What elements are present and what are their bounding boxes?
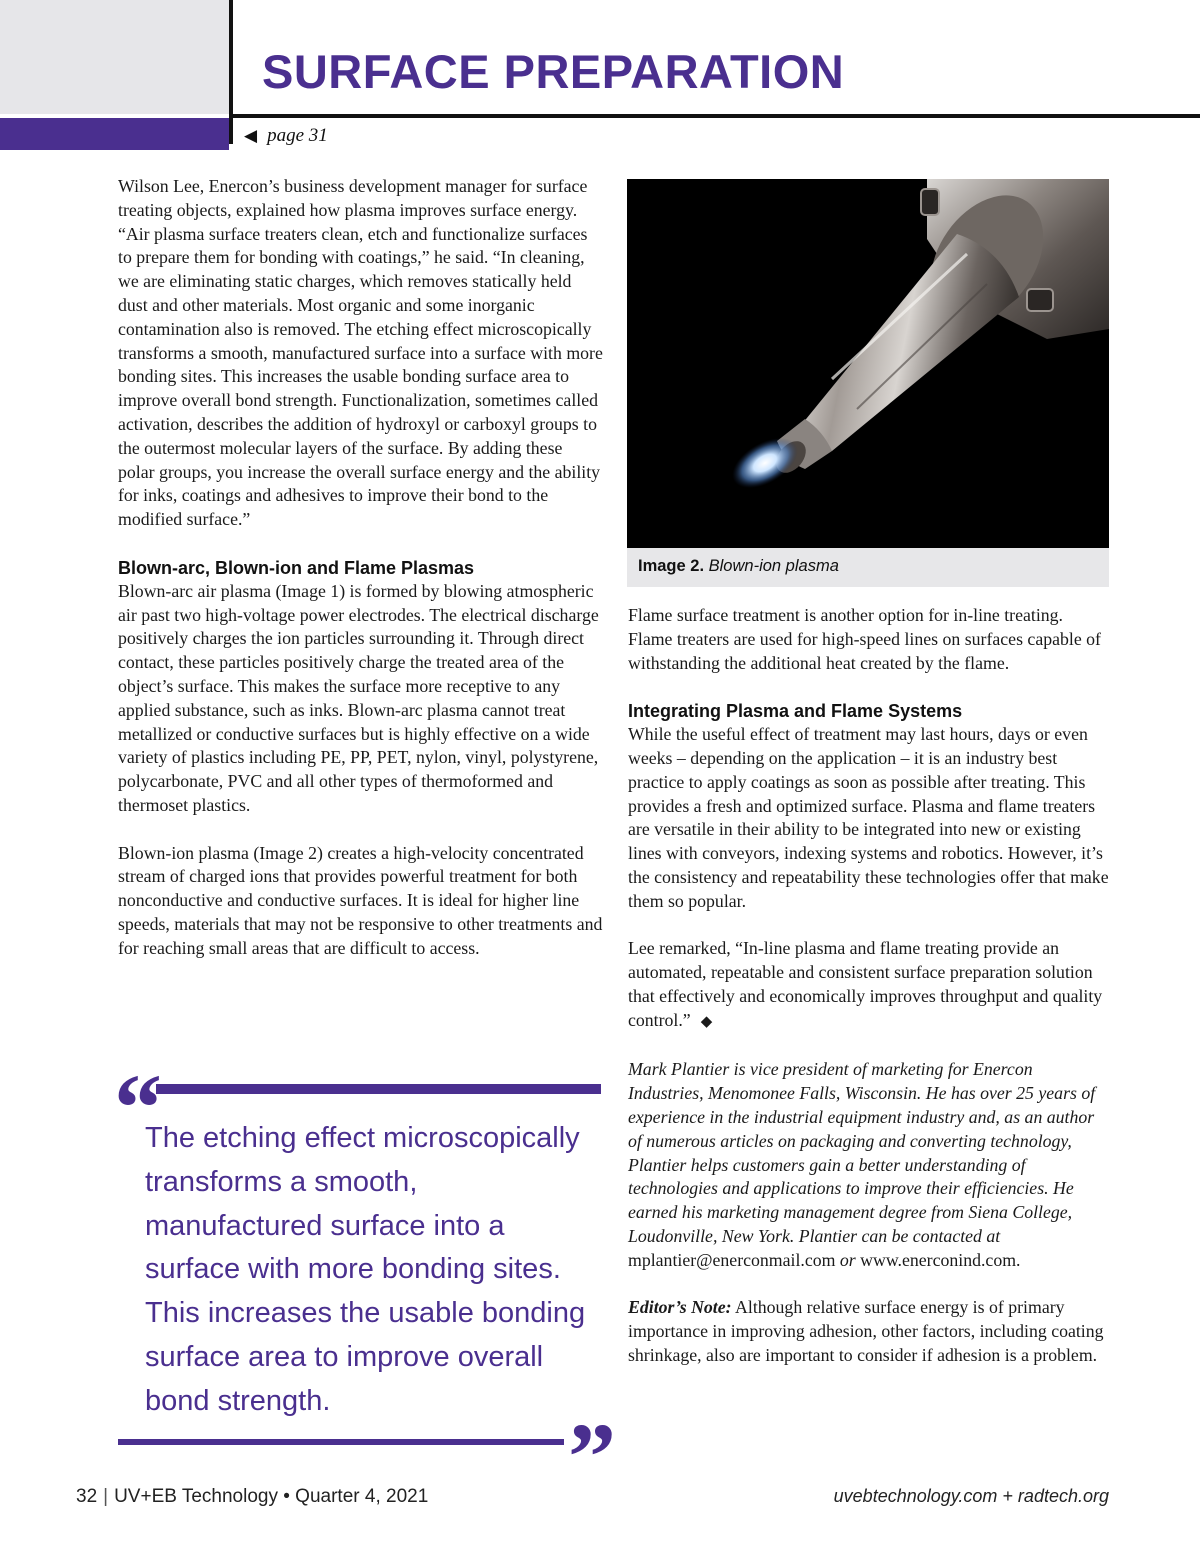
closing-quote-text: Lee remarked, “In-line plasma and flame treating provide an automated, repeatable and consistent surface preparation solution that effectively and economically improves throughput and quality control.” [628,938,1103,1030]
pull-quote-top-rule [156,1084,601,1094]
body-paragraph: While the useful effect of treatment may last hours, days or even weeks – depending on the application – it is an industry best practice to apply coatings as soon as possible after treating. This provides a fresh and optimized surface. Plasma and flame treaters are versatile in their ability to be integrated into new or existing lines with conveyors, indexing systems and robotics. However, it’s the consistency and repeatability these technologies offer that make them so popular. [628,724,1109,911]
publication-name: UV+EB Technology • Quarter 4, 2021 [114,1486,429,1507]
editors-note [628,1296,1110,1367]
continued-from [244,125,328,147]
caption-text: Blown-ion plasma [708,557,839,575]
body-paragraph: Flame surface treatment is another option for in-line treating. Flame treaters are used for high-speed lines on surfaces capable of withstanding the additional heat created by the flame. [628,605,1101,673]
body-paragraph: Blown-ion plasma (Image 2) creates a high-velocity concentrated stream of charged ions that provides powerful treatment for both nonconductive and conductive surfaces. It is ideal for higher line speeds, materials that may not be responsive to other treatments and for reaching small areas that are difficult to access. [118,842,603,958]
figure-caption [638,557,839,576]
footer-websites: uvebtechnology.com + radtech.org [833,1486,1109,1506]
header-gray-panel [0,0,229,114]
author-bio [628,1058,1110,1272]
bio-text: Mark Plantier is vice president of marketing for Enercon Industries, Menomonee Falls, Wisconsin. He has over 25 years of experience in the industrial equipment industry and, as an author of numerous articles on packaging and converting technology, Plantier helps customers gain a better understanding of technologies and applications to improve their efficiencies. He earned his marketing management degree from Siena College, Loudonville, New York. Plantier can be contacted at [628,1059,1096,1246]
header-horizontal-rule [233,114,1200,118]
subheading: Integrating Plasma and Flame Systems [628,701,963,722]
subheading: Blown-arc, Blown-ion and Flame Plasmas [118,557,475,578]
end-diamond-icon: ◆ [700,1013,713,1030]
editors-note-label: Editor’s Note: [628,1297,732,1318]
body-paragraph: Wilson Lee, Enercon’s business development manager for surface treating objects, explained how plasma improves surface energy. “Air plasma surface treaters clean, etch and functionalize surfaces to prepare them for bonding with coatings,” he said. “In cleaning, we are eliminating static charges, which removes statically held dust and other materials. Most organic and some inorganic contamination also is removed. The etching effect microscopically transforms a smooth, manufactured surface into a surface with more bonding sites. This increases the usable bonding surface area to improve overall bond strength. Functionalization, sometimes called activation, describes the addition of hydroxyl or carboxyl groups to the outermost molecular layers of the surface. By adding these polar groups, you increase the overall surface energy and the ability for inks, coatings and adhesives to improve their bond to the modified surface.” [118,176,603,530]
footer-separator: | [103,1486,109,1507]
closing-paragraph [628,937,1110,1034]
bio-web-link[interactable]: www.enerconind.com. [860,1249,1021,1270]
caption-label: Image 2. [638,557,705,575]
continued-page-label: page 31 [267,125,328,146]
bio-email-link[interactable]: mplantier@enerconmail.com [628,1249,836,1270]
pull-quote-text: The etching effect microscopically transforms a smooth, manufactured surface into a surface with more bonding sites. This increases the usable bonding surface area to improve overall bond strength. [145,1122,586,1417]
bio-or: or [839,1249,856,1270]
figure-blown-ion-plasma [627,179,1109,587]
header-accent-bar [0,118,229,150]
plasma-nozzle-photo [627,179,1109,548]
pull-quote-open-mark: “ [114,1054,162,1161]
footer-publication [76,1486,428,1508]
page-number: 32 [76,1486,98,1507]
header-vertical-rule [229,0,233,144]
left-column [118,175,603,984]
editors-note-text: Although relative surface energy is of primary importance in improving adhesion, other factors, including coating shrinkage, also are important to consider if adhesion is a problem. [628,1297,1104,1365]
body-paragraph: Blown-arc air plasma (Image 1) is formed by blowing atmospheric air past two high-voltage power electrodes. The electrical discharge positively charges the ion particles surrounding it. Through direct contact, these particles positively charge the treated area of the object’s surface. This makes the surface more receptive to any applied substance, such as inks. Blown-arc plasma cannot treat metallized or conductive surfaces but is highly effective on a wide variety of plastics including PE, PP, PET, nylon, vinyl, polystyrene, polycarbonate, PVC and all other types of thermoformed and thermoset plastics. [118,580,599,815]
right-column [628,604,1110,1392]
left-arrow-icon: ◀ [244,126,258,145]
section-title: SURFACE PREPARATION [262,45,845,98]
pull-quote-close-mark: ” [568,1403,616,1510]
pull-quote-bottom-rule [118,1439,564,1445]
